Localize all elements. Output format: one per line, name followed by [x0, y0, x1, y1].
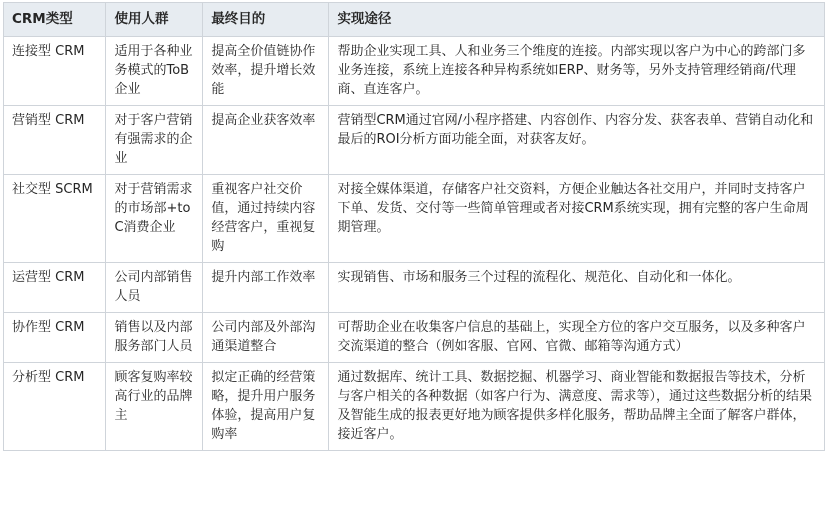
- cell-crm-type: 连接型 CRM: [4, 37, 106, 106]
- cell-approach: 通过数据库、统计工具、数据挖掘、机器学习、商业智能和数据报告等技术，分析与客户相关的各种数据（如客户行为、满意度、需求等），通过这些数据分析的结果及智能生成的报表更好地为顾客提供多样化服务，帮助品牌主全面了解客户群体，接近客户。: [329, 363, 825, 451]
- cell-crm-type: 分析型 CRM: [4, 363, 106, 451]
- cell-approach: 帮助企业实现工具、人和业务三个维度的连接。内部实现以客户为中心的跨部门多业务连接，系统上连接各种异构系统如ERP、财务等，另外支持管理经销商/代理商、直连客户。: [329, 37, 825, 106]
- table-body: [4, 37, 825, 451]
- cell-approach: 营销型CRM通过官网/小程序搭建、内容创作、内容分发、获客表单、营销自动化和最后的ROI分析方面功能全面，对获客友好。: [329, 106, 825, 175]
- cell-crm-type: 营销型 CRM: [4, 106, 106, 175]
- table-header: [4, 3, 825, 37]
- cell-audience: 对于营销需求的市场部+toC消费企业: [106, 175, 203, 263]
- table-row: [4, 37, 825, 106]
- cell-audience: 公司内部销售人员: [106, 263, 203, 313]
- cell-goal: 提高全价值链协作效率，提升增长效能: [203, 37, 329, 106]
- cell-approach: 可帮助企业在收集客户信息的基础上，实现全方位的客户交互服务，以及多种客户交流渠道的整合（例如客服、官网、官微、邮箱等沟通方式）: [329, 313, 825, 363]
- cell-audience: 适用于各种业务模式的ToB企业: [106, 37, 203, 106]
- cell-goal: 拟定正确的经营策略，提升用户服务体验，提高用户复购率: [203, 363, 329, 451]
- cell-audience: 对于客户营销有强需求的企业: [106, 106, 203, 175]
- table-row: [4, 363, 825, 451]
- cell-audience: 顾客复购率较高行业的品牌主: [106, 363, 203, 451]
- cell-goal: 公司内部及外部沟通渠道整合: [203, 313, 329, 363]
- cell-crm-type: 运营型 CRM: [4, 263, 106, 313]
- cell-goal: 提升内部工作效率: [203, 263, 329, 313]
- cell-approach: 对接全媒体渠道，存储客户社交资料，方便企业触达各社交用户，并同时支持客户下单、发货、交付等一些简单管理或者对接CRM系统实现，拥有完整的客户生命周期管理。: [329, 175, 825, 263]
- header-approach: 实现途径: [329, 3, 825, 37]
- table-row: [4, 106, 825, 175]
- header-row: [4, 3, 825, 37]
- header-crm-type: CRM类型: [4, 3, 106, 37]
- cell-approach: 实现销售、市场和服务三个过程的流程化、规范化、自动化和一体化。: [329, 263, 825, 313]
- crm-comparison-table: [3, 2, 825, 451]
- cell-goal: 重视客户社交价值，通过持续内容经营客户，重视复购: [203, 175, 329, 263]
- table-row: [4, 175, 825, 263]
- table-row: [4, 313, 825, 363]
- cell-crm-type: 社交型 SCRM: [4, 175, 106, 263]
- header-goal: 最终目的: [203, 3, 329, 37]
- header-audience: 使用人群: [106, 3, 203, 37]
- cell-audience: 销售以及内部服务部门人员: [106, 313, 203, 363]
- cell-goal: 提高企业获客效率: [203, 106, 329, 175]
- cell-crm-type: 协作型 CRM: [4, 313, 106, 363]
- table-row: [4, 263, 825, 313]
